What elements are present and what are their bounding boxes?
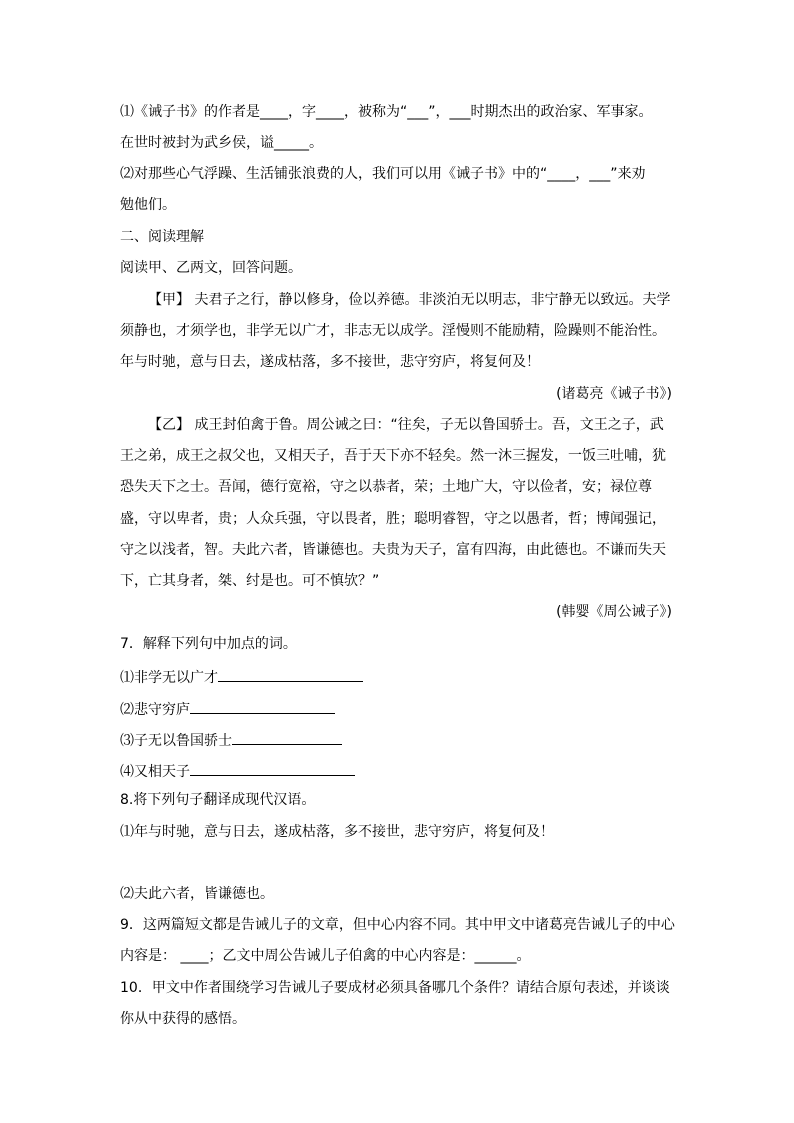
question-7-item-3	[120, 728, 342, 751]
question-6-part1-line1: ⑴《诫子书》的作者是____，字____，被称为“___”，___时期杰出的政治家、军事家。	[120, 104, 653, 120]
question-9-line1: 9．这两篇短文都是告诫儿子的文章，但中心内容不同。其中甲文中诸葛亮告诫儿子的中心	[120, 917, 675, 933]
question-7-item-2	[120, 697, 335, 720]
passage-yi-line5: 守之以浅者，智。夫此六者，皆谦德也。夫贵为天子，富有四海，由此德也。不谦而失天	[120, 542, 666, 558]
answer-blank[interactable]	[218, 665, 363, 682]
passage-yi-line3: 恐失天下之士。吾闻，德行宽裕，守之以恭者，荣；土地广大，守以俭者，安；禄位尊	[120, 479, 652, 495]
question-7-item-1-text: ⑴非学无以广才	[120, 670, 218, 686]
question-6-part2-line1: ⑵对那些心气浮躁、生活铺张浪费的人，我们可以用《诫子书》中的“____，___”来劝	[120, 166, 646, 182]
question-7-item-4	[120, 759, 355, 782]
passage-yi-line1: 【乙】 成王封伯禽于鲁。周公诫之曰：“往矣，子无以鲁国骄士。吾，文王之子，武	[148, 417, 664, 433]
question-8-title: 8.将下列句子翻译成现代汉语。	[120, 792, 316, 808]
passage-jia-source: (诸葛亮《诫子书》)	[556, 386, 672, 402]
question-9-line2: 内容是： ____；乙文中周公告诫儿子伯禽的中心内容是：______。	[120, 948, 531, 964]
question-7-item-1	[120, 665, 363, 688]
answer-blank[interactable]	[190, 759, 355, 776]
passage-jia-line1: 【甲】 夫君子之行，静以修身，俭以养德。非淡泊无以明志，非宁静无以致远。夫学	[148, 292, 671, 308]
answer-blank[interactable]	[190, 697, 335, 714]
question-7-item-3-text: ⑶子无以鲁国骄士	[120, 733, 232, 749]
question-6-part1-line2: 在世时被封为武乡侯，谥_____。	[120, 135, 323, 151]
question-8-item-2: ⑵夫此六者，皆谦德也。	[120, 886, 274, 902]
passage-yi-source: (韩婴《周公诫子》)	[556, 604, 672, 620]
question-10-line2: 你从中获得的感悟。	[120, 1011, 246, 1027]
section-heading: 二、阅读理解	[120, 229, 204, 245]
answer-blank[interactable]	[232, 728, 342, 745]
question-7-item-2-text: ⑵悲守穷庐	[120, 702, 190, 718]
question-8-item-1: ⑴年与时驰，意与日去，遂成枯落，多不接世，悲守穷庐，将复何及！	[120, 824, 554, 840]
question-6-part2-line2: 勉他们。	[120, 197, 176, 213]
reading-instruction: 阅读甲、乙两文，回答问题。	[120, 260, 302, 276]
question-7-title: 7．解释下列句中加点的词。	[120, 636, 297, 652]
passage-yi-line4: 盛，守以卑者，贵；人众兵强，守以畏者，胜；聪明睿智，守之以愚者，哲；博闻强记，	[120, 511, 666, 527]
passage-jia-line2: 须静也，才须学也，非学无以广才，非志无以成学。淫慢则不能励精，险躁则不能治性。	[120, 323, 666, 339]
passage-yi-line6: 下，亡其身者，桀、纣是也。可不慎欤？”	[120, 573, 380, 589]
passage-yi-line2: 王之弟，成王之叔父也，又相天子，吾于天下亦不轻矣。然一沐三握发，一饭三吐哺，犹	[120, 448, 666, 464]
passage-jia-line3: 年与时驰，意与日去，遂成枯落，多不接世，悲守穷庐，将复何及！	[120, 354, 540, 370]
question-7-item-4-text: ⑷又相天子	[120, 764, 190, 780]
question-10-line1: 10．甲文中作者围绕学习告诫儿子要成材必须具备哪几个条件？请结合原句表述，并谈谈	[120, 980, 670, 996]
